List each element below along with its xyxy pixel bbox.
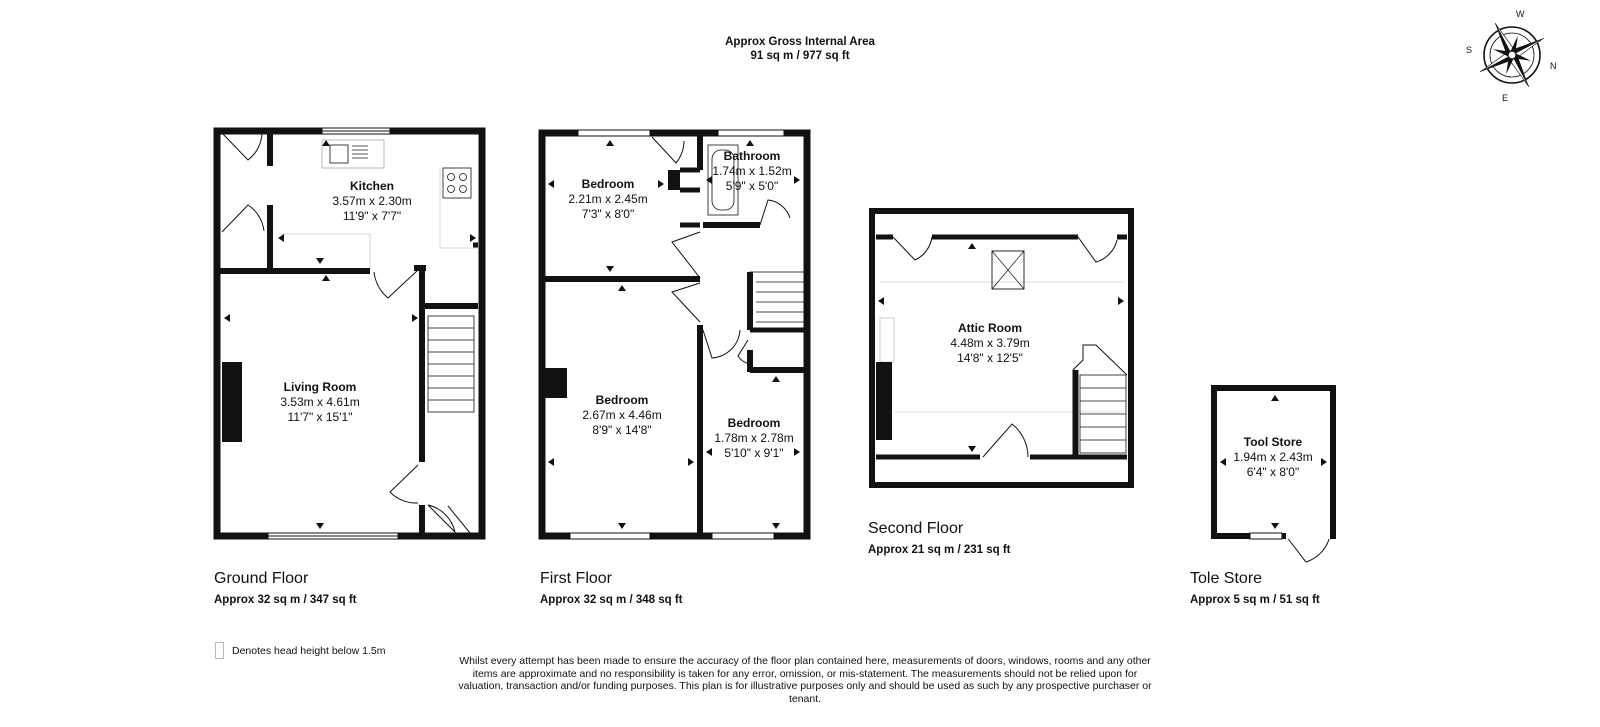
first-floor-area: Approx 32 sq m / 348 sq ft bbox=[540, 594, 683, 606]
bedroom3-metric: 1.78m x 2.78m bbox=[714, 431, 794, 445]
first-floor-title: First Floor bbox=[540, 570, 612, 587]
bedroom2-metric: 2.67m x 4.46m bbox=[582, 408, 662, 422]
bathroom-metric: 1.74m x 1.52m bbox=[712, 164, 792, 178]
gross-area-title: Approx Gross Internal Area bbox=[725, 36, 875, 48]
kitchen-label: Kitchen bbox=[349, 179, 395, 193]
tool-store-label: Tool Store bbox=[1243, 435, 1303, 449]
gross-area-value: 91 sq m / 977 sq ft bbox=[750, 50, 850, 62]
compass-s: S bbox=[1466, 45, 1473, 55]
tole-store-area: Approx 5 sq m / 51 sq ft bbox=[1190, 594, 1320, 606]
tole-store-title: Tole Store bbox=[1190, 570, 1263, 587]
disclaimer-text: Whilst every attempt has been made to ensure the accuracy of the floor plan contained here, measurements of doors, windows, rooms and any other items are approximate and no responsibility is taken for any error, omission, or mis-statement. The measurements should not be relied upon for valuation, transaction and/or funding purposes. This plan is for illustrative purposes only and should be used as such by any prospective purchaser or tenant. bbox=[458, 655, 1152, 705]
kitchen-metric: 3.57m x 2.30m bbox=[332, 194, 412, 208]
second-floor-title: Second Floor bbox=[868, 520, 964, 537]
attic-room-label: Attic Room bbox=[958, 321, 1022, 335]
bedroom2-imperial: 8'9" x 14'8" bbox=[592, 423, 652, 437]
living-room-metric: 3.53m x 4.61m bbox=[280, 395, 360, 409]
compass-w: W bbox=[1516, 9, 1525, 19]
attic-room-metric: 4.48m x 3.79m bbox=[950, 336, 1030, 350]
living-room-label: Living Room bbox=[283, 380, 357, 394]
bedroom3-imperial: 5'10" x 9'1" bbox=[724, 446, 784, 460]
compass-e: E bbox=[1502, 93, 1509, 103]
bedroom2-label: Bedroom bbox=[595, 393, 649, 407]
ground-floor-area: Approx 32 sq m / 347 sq ft bbox=[214, 594, 357, 606]
second-floor-area: Approx 21 sq m / 231 sq ft bbox=[868, 544, 1011, 556]
bedroom1-imperial: 7'3" x 8'0" bbox=[581, 207, 635, 221]
bedroom1-label: Bedroom bbox=[581, 177, 635, 191]
bedroom3-label: Bedroom bbox=[727, 416, 781, 430]
head-height-legend bbox=[215, 642, 386, 659]
living-room-imperial: 11'7" x 15'1" bbox=[287, 410, 353, 424]
tool-store-metric: 1.94m x 2.43m bbox=[1233, 450, 1313, 464]
ground-floor-title: Ground Floor bbox=[214, 570, 309, 587]
bathroom-imperial: 5'9" x 5'0" bbox=[725, 179, 779, 193]
bathroom-label: Bathroom bbox=[723, 149, 781, 163]
head-height-swatch-icon bbox=[215, 642, 224, 659]
bedroom1-metric: 2.21m x 2.45m bbox=[568, 192, 648, 206]
kitchen-imperial: 11'9" x 7'7" bbox=[342, 209, 402, 223]
attic-room-imperial: 14'8" x 12'5" bbox=[957, 351, 1023, 365]
compass-n: N bbox=[1550, 61, 1557, 71]
tool-store-imperial: 6'4" x 8'0" bbox=[1246, 465, 1300, 479]
head-height-legend-text: Denotes head height below 1.5m bbox=[232, 644, 386, 657]
